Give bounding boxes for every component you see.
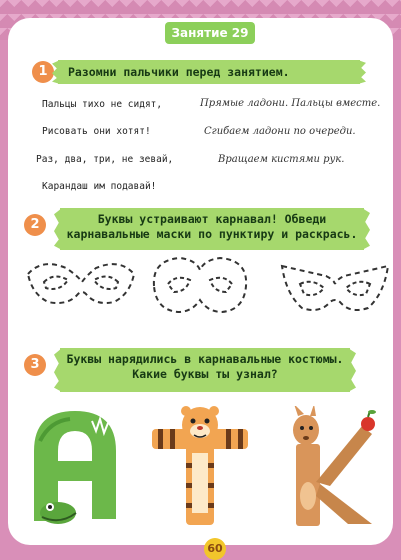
task-1-number: 1 — [32, 61, 54, 83]
kangaroo-letter-k — [276, 406, 384, 528]
task-3-line-2: Какие буквы ты узнал? — [132, 367, 278, 381]
task-2-number: 2 — [24, 214, 46, 236]
task-1-title: Разомни пальчики перед занятием. — [68, 65, 290, 79]
poem-line-3: Раз, два, три, не зевай, — [36, 154, 174, 165]
action-line-3: Вращаем кистями рук. — [218, 154, 345, 165]
poem-line-1: Пальцы тихо не сидят, — [42, 99, 163, 110]
worksheet-page — [8, 18, 393, 555]
poem-line-2: Рисовать они хотят! — [42, 126, 151, 137]
crocodile-letter-a — [20, 401, 130, 526]
poem-line-4: Карандаш им подавай! — [42, 181, 157, 192]
task-1-banner — [58, 60, 360, 84]
action-line-2: Сгибаем ладони по очереди. — [204, 126, 356, 137]
page-number: 60 — [204, 538, 226, 560]
action-line-1: Прямые ладони. Пальцы вместе. — [200, 98, 381, 109]
task-2-line-1: Буквы устраивают карнавал! Обведи — [97, 212, 327, 226]
task-2-line-2: карнавальные маски по пунктиру и раскрась. — [66, 227, 358, 241]
lesson-tab: Занятие 29 — [165, 22, 255, 44]
task-2-banner — [60, 208, 364, 250]
dashed-mask-3[interactable] — [278, 254, 392, 326]
tiger-letter-t — [148, 403, 252, 528]
task-3-banner — [60, 348, 350, 392]
task-3-line-1: Буквы нарядились в карнавальные костюмы. — [66, 352, 344, 366]
dashed-mask-2[interactable] — [146, 246, 254, 326]
task-3-number: 3 — [24, 354, 46, 376]
dashed-mask-1[interactable] — [22, 250, 140, 322]
